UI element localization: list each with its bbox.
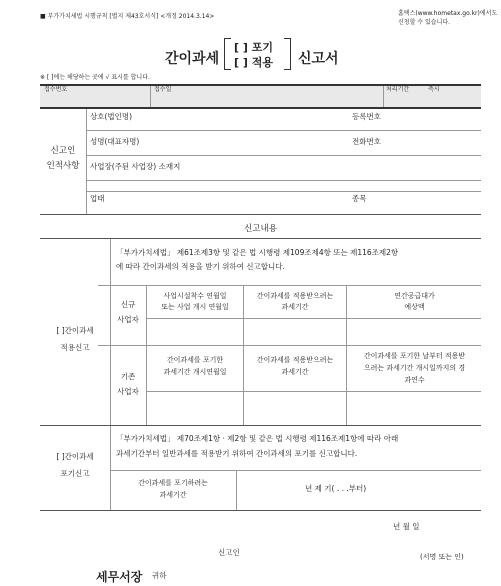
receipt-bar bbox=[40, 84, 481, 107]
registration-number-label: 등록번호 bbox=[352, 112, 381, 121]
address-label: 사업장(주된 사업장) 소재지 bbox=[90, 162, 181, 171]
form-reference: ■ 부가가치세법 시행규칙 [별지 제43호서식] <개정 2014.3.14> bbox=[40, 13, 215, 20]
applicant-section-label: 신고인 인적사항 bbox=[46, 146, 80, 171]
option-apply[interactable]: [ ] 적용 bbox=[234, 56, 273, 69]
receipt-date-label: 접수일 bbox=[154, 86, 172, 93]
apply-section-label: [ ]간이과세 적용신고 bbox=[56, 326, 94, 352]
apply-period-header: 간이과세를 적용받으려는 과세기간 bbox=[256, 292, 334, 311]
business-item-label: 종목 bbox=[352, 194, 367, 203]
processing-period-label: 처리기간 bbox=[386, 86, 410, 93]
apply-statement-line2: 에 따라 간이과세의 적용을 받기 위하여 신고합니다. bbox=[116, 262, 285, 271]
company-name-label: 상호(법인명) bbox=[90, 112, 133, 121]
apply-statement-line1: 「부가가치세법」 제61조제3항 및 같은 법 시행령 제109조제4항 또는 제116조제2항 bbox=[116, 248, 399, 257]
processing-period-value: 즉시 bbox=[428, 86, 440, 93]
content-title: 신고내용 bbox=[244, 224, 277, 234]
giveup-statement-line2: 과세기간부터 일반과세를 적용받기 위하여 간이과세의 포기를 신고합니다. bbox=[116, 449, 358, 458]
representative-label: 성명(대표자명) bbox=[90, 137, 140, 146]
apply-period-header-2: 간이과세를 적용받으려는 과세기간 bbox=[256, 356, 334, 376]
giveup-period-value[interactable]: 년 제 기( . . .부터) bbox=[305, 484, 367, 493]
elapsed-years-header: 간이과세를 포기한 날부터 적용받 으려는 과세기간 개시일까지의 경 과연수 bbox=[363, 352, 466, 384]
title-suffix: 신고서 bbox=[298, 51, 339, 67]
giveup-statement-line1: 「부가가치세법」 제70조제1항 · 제2항 및 같은 법 시행령 제116조제1항에 따라 아래 bbox=[116, 434, 399, 443]
new-business-label: 신규 사업자 bbox=[117, 300, 139, 324]
title-bracket-left bbox=[224, 38, 231, 70]
giveup-start-header: 간이과세를 포기한 과세기간 개시연월일 bbox=[163, 356, 227, 376]
option-giveup[interactable]: [ ] 포기 bbox=[234, 41, 273, 54]
title-prefix: 간이과세 bbox=[165, 51, 220, 67]
page-title bbox=[0, 38, 501, 74]
declarant-label: 신고인 bbox=[218, 548, 240, 557]
receipt-number-label: 접수번호 bbox=[44, 86, 68, 93]
instruction-note: ※ [ ]에는 해당하는 곳에 √ 표시를 합니다. bbox=[40, 74, 150, 81]
business-type-label: 업태 bbox=[90, 194, 105, 203]
existing-business-label: 기존 사업자 bbox=[117, 372, 139, 396]
tax-office-head: 세무서장 bbox=[96, 570, 143, 584]
start-date-header: 사업시설착수 연월일 또는 사업 개시 연월일 bbox=[161, 292, 229, 311]
phone-label: 전화번호 bbox=[352, 137, 381, 146]
hometax-note-line1: 홈택스(www.hometax.go.kr)에서도 bbox=[398, 10, 498, 17]
giveup-section-label: [ ]간이과세 포기신고 bbox=[56, 452, 94, 478]
hometax-note-line2: 신청할 수 있습니다. bbox=[398, 19, 451, 26]
declaration-date[interactable]: 년 월 일 bbox=[393, 522, 420, 531]
annual-supply-header: 연간공급대가 예상액 bbox=[394, 292, 435, 311]
title-bracket-right bbox=[284, 38, 291, 70]
signature-field[interactable]: (서명 또는 인) bbox=[420, 553, 464, 561]
honorific: 귀하 bbox=[152, 571, 167, 580]
giveup-period-label: 간이과세를 포기하려는 과세기간 bbox=[138, 479, 208, 499]
